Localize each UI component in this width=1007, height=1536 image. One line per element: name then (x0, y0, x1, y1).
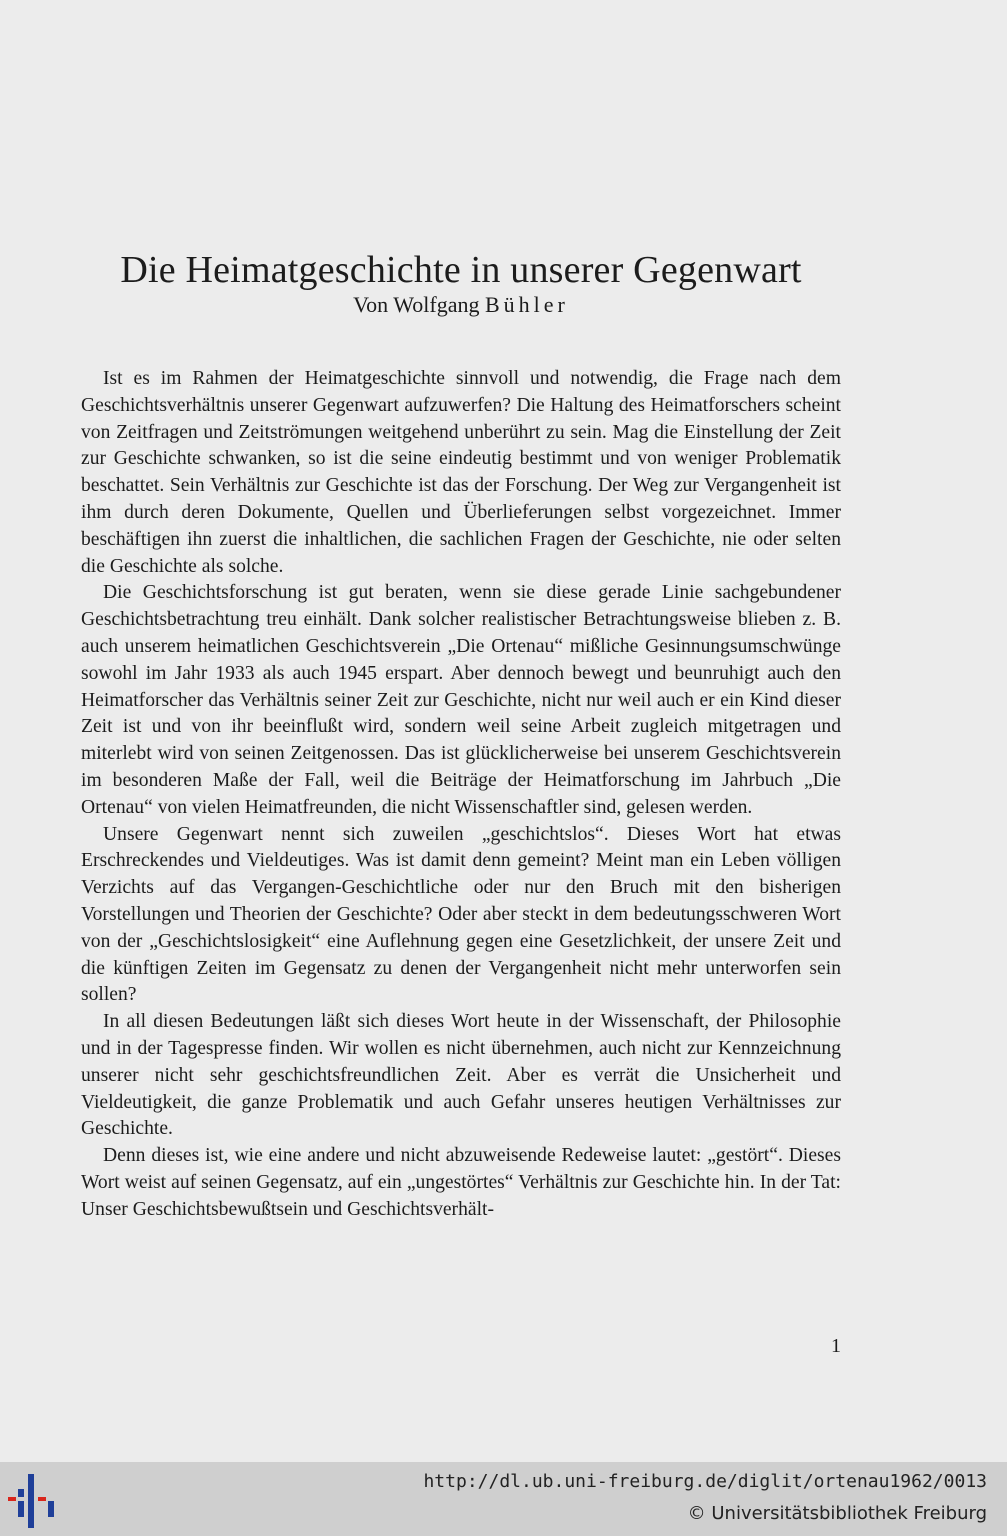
logo-dash-right (38, 1497, 46, 1501)
author-surname: Bühler (484, 292, 569, 317)
paragraph-5: Denn dieses ist, wie eine andere und nicht abzuweisende Redeweise lautet: „gestört“. Dieses Wort weist auf seinen Gegensatz, auf ein „ungestörtes“ Verhältnis zur Geschichte hin. In der Tat: Unser Geschichtsbewußtsein und Geschichtsverhält- (81, 1145, 841, 1220)
logo-bar-left-bottom (18, 1501, 24, 1517)
ub-freiburg-logo-icon (8, 1474, 64, 1528)
paragraph-4: In all diesen Bedeutungen läßt sich dieses Wort heute in der Wissenschaft, der Philosophie und in der Tagespresse finden. Wir wollen es nicht übernehmen, auch nicht zur Kennzeichnung unserer nicht sehr geschichtsfreundlichen Zeit. Aber es verrät die Unsicherheit und Vieldeutigkeit, die ganze Problematik und auch Gefahr unseres heutigen Verhältnisses zur Geschichte. (81, 1011, 841, 1140)
footer-copyright: © Universitätsbibliothek Freiburg (687, 1503, 987, 1524)
paragraph-2: Die Geschichtsforschung ist gut beraten, wenn sie diese gerade Linie sachgebundener Geschichtsbetrachtung treu einhält. Dank solcher realistischer Betrachtungsweise blieben z. B. auch unserem heimatlichen Geschichtsverein „Die Ortenau“ mißliche Gesinnungsumschwünge sowohl im Jahr 1933 als auch 1945 erspart. Aber dennoch bewegt und beunruhigt auch den Heimatforscher das Verhältnis seiner Zeit zur Geschichte, nicht nur weil auch er ein Kind dieser Zeit ist und von ihr beeinflußt wird, sondern weil seine Arbeit zugleich mitgetragen und miterlebt wird von seinen Zeitgenossen. Das ist glücklicherweise bei unserem Geschichtsverein im besonderen Maße der Fall, weil die Beiträge der Heimatforschung im Jahrbuch „Die Ortenau“ von vielen Heimatfreunden, die nicht Wissenschaftler sind, gelesen werden. (81, 582, 841, 818)
article-author (0, 291, 922, 319)
author-prefix: Von Wolfgang (353, 292, 485, 317)
page-number: 1 (831, 1335, 841, 1357)
footer-bar (0, 1462, 1007, 1536)
footer-url[interactable]: http://dl.ub.uni-freiburg.de/diglit/ortenau1962/0013 (423, 1471, 987, 1492)
article-body (81, 366, 841, 1224)
logo-bar-center (28, 1474, 34, 1528)
logo-bar-right-bottom (48, 1501, 54, 1517)
logo-bar-left-top (18, 1489, 24, 1497)
logo-dash-left (8, 1497, 16, 1501)
paragraph-3: Unsere Gegenwart nennt sich zuweilen „geschichtslos“. Dieses Wort hat etwas Erschreckendes und Vieldeutiges. Was ist damit denn gemeint? Meint man ein Leben völligen Verzichts auf das Vergangen-Geschichtliche oder nur den Bruch mit den bisherigen Vorstellungen und Theorien der Geschichte? Oder aber steckt in dem bedeutungsschweren Wort von der „Geschichtslosigkeit“ eine Auflehnung gegen eine Gesetzlichkeit, der unsere Zeit und die künftigen Zeiten im Gegensatz zu denen der Vergangenheit nicht mehr unterworfen sein sollen? (81, 823, 841, 1006)
paragraph-1: Ist es im Rahmen der Heimatgeschichte sinnvoll und notwendig, die Frage nach dem Geschichtsverhältnis unserer Gegenwart aufzuwerfen? Die Haltung des Heimatforschers scheint von Zeitfragen und Zeitströmungen weitgehend unberührt zu sein. Mag die Einstellung der Zeit zur Geschichte schwanken, so ist die seine eindeutig bestimmt und von weniger Problematik beschattet. Sein Verhältnis zur Geschichte ist das der Forschung. Der Weg zur Vergangenheit ist ihm durch deren Dokumente, Quellen und Überlieferungen selbst vorgezeichnet. Immer beschäftigen ihn zuerst die inhaltlichen, die sachlichen Fragen der Geschichte, nie oder selten die Geschichte als solche. (81, 368, 841, 577)
article-title: Die Heimatgeschichte in unserer Gegenwart (120, 249, 802, 292)
